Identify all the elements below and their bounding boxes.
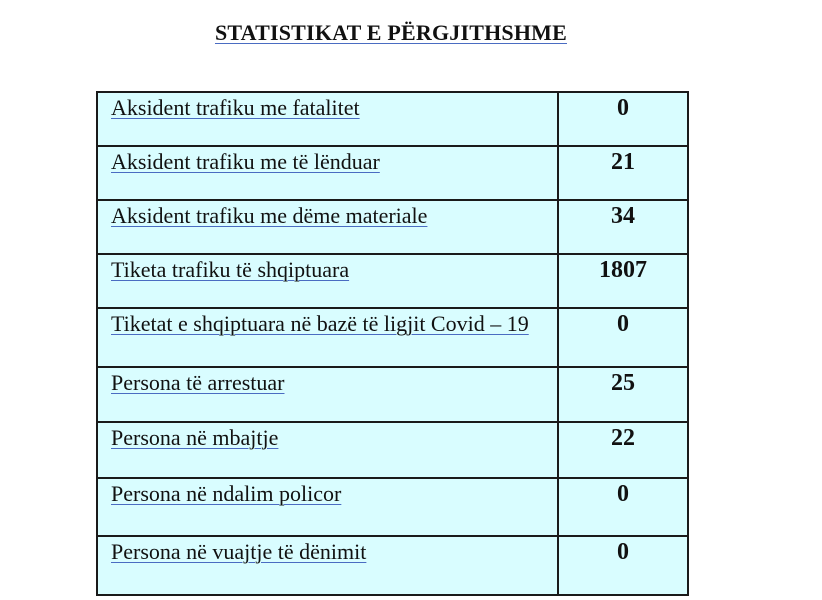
row-label: Aksident trafiku me dëme materiale: [111, 203, 428, 228]
page-title: STATISTIKAT E PËRGJITHSHME: [214, 20, 567, 45]
row-label: Aksident trafiku me të lënduar: [111, 149, 380, 174]
row-value: 22: [558, 422, 688, 478]
row-value: 0: [558, 478, 688, 536]
row-label-cell: [97, 536, 558, 595]
statistics-table: [96, 91, 689, 596]
row-label: Tiketa trafiku të shqiptuara: [111, 257, 350, 282]
row-label-cell: [97, 92, 558, 146]
row-value: 1807: [558, 254, 688, 308]
row-label-cell: [97, 308, 558, 367]
table-row: [97, 367, 688, 422]
table-row: [97, 200, 688, 254]
row-value: 0: [558, 308, 688, 367]
row-label: Persona në vuajtje të dënimit: [111, 539, 367, 564]
row-value: 34: [558, 200, 688, 254]
table-row: [97, 92, 688, 146]
row-value: 0: [558, 92, 688, 146]
row-label-cell: [97, 254, 558, 308]
row-label-cell: [97, 422, 558, 478]
table-row: [97, 536, 688, 595]
row-label: Persona në mbajtje: [111, 425, 279, 450]
row-label-cell: [97, 200, 558, 254]
row-label: Tiketat e shqiptuara në bazë të ligjit Covid – 19: [111, 311, 529, 336]
row-value: 25: [558, 367, 688, 422]
table-row: [97, 478, 688, 536]
row-label-cell: [97, 367, 558, 422]
table-row: [97, 254, 688, 308]
row-label: Persona të arrestuar: [111, 370, 285, 395]
row-value: 21: [558, 146, 688, 200]
table-row: [97, 146, 688, 200]
row-value: 0: [558, 536, 688, 595]
row-label-cell: [97, 478, 558, 536]
row-label-cell: [97, 146, 558, 200]
row-label: Aksident trafiku me fatalitet: [111, 95, 360, 120]
row-label: Persona në ndalim policor: [111, 481, 342, 506]
table-row: [97, 422, 688, 478]
table-row: [97, 308, 688, 367]
